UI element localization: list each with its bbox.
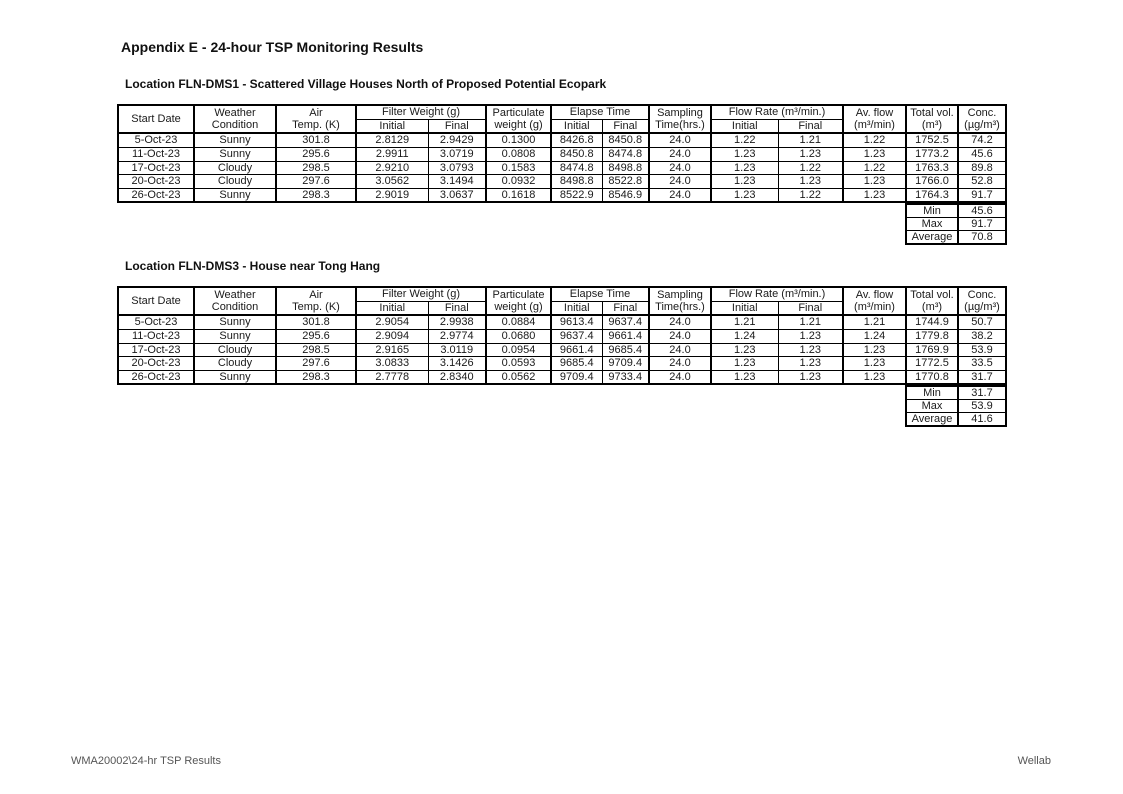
table-cell: 91.7 <box>958 188 1006 202</box>
table-cell: 8522.9 <box>551 188 602 202</box>
table-cell: Sunny <box>194 329 276 343</box>
table-body-2 <box>118 315 1006 384</box>
table-cell: 9709.4 <box>602 357 649 371</box>
table-cell: 8450.8 <box>551 147 602 161</box>
subcol-final: Final <box>778 301 843 315</box>
table-cell: 0.0932 <box>486 175 551 189</box>
table-cell: 1.23 <box>843 175 906 189</box>
page-title: Appendix E - 24-hour TSP Monitoring Results <box>121 39 424 55</box>
table-cell: 1.24 <box>711 329 778 343</box>
table-cell: Cloudy <box>194 175 276 189</box>
footer-company-name: Wellab <box>1017 755 1051 767</box>
table-cell: 8426.8 <box>551 133 602 147</box>
table-row <box>118 188 1006 202</box>
location-heading-2: Location FLN-DMS3 - House near Tong Hang <box>125 259 381 273</box>
table-cell: 26-Oct-23 <box>118 188 194 202</box>
table-row <box>118 329 1006 343</box>
table-cell: 1744.9 <box>906 315 958 329</box>
table-cell: 3.0793 <box>428 161 486 175</box>
summary-max-label: Max <box>906 218 958 231</box>
subcol-final: Final <box>428 119 486 133</box>
table-cell: 297.6 <box>276 175 356 189</box>
table-cell: 24.0 <box>649 188 711 202</box>
table-cell: 1.22 <box>843 133 906 147</box>
summary-row <box>906 413 1006 427</box>
summary-min-value: 31.7 <box>958 386 1006 400</box>
colgroup-elapse-time: Elapse Time <box>551 105 649 119</box>
table-cell: 1.23 <box>711 161 778 175</box>
summary-avg-label: Average <box>906 231 958 245</box>
table-cell: 1764.3 <box>906 188 958 202</box>
table-cell: 298.5 <box>276 161 356 175</box>
table-cell: 24.0 <box>649 315 711 329</box>
subcol-initial: Initial <box>356 119 428 133</box>
table-header <box>118 287 1006 315</box>
table-row <box>118 175 1006 189</box>
table-cell: 295.6 <box>276 147 356 161</box>
table-cell: 26-Oct-23 <box>118 370 194 384</box>
subcol-final: Final <box>428 301 486 315</box>
table-cell: 301.8 <box>276 133 356 147</box>
table-cell: 0.0954 <box>486 343 551 357</box>
table-cell: 1.22 <box>778 161 843 175</box>
table-cell: 89.8 <box>958 161 1006 175</box>
summary-min-label: Min <box>906 386 958 400</box>
table-cell: 1.23 <box>843 188 906 202</box>
table-cell: 53.9 <box>958 343 1006 357</box>
table-row <box>118 357 1006 371</box>
table-cell: 52.8 <box>958 175 1006 189</box>
colgroup-filter-weight: Filter Weight (g) <box>356 287 486 301</box>
table-cell: 1763.3 <box>906 161 958 175</box>
col-conc: Conc. (µg/m³) <box>958 105 1006 133</box>
table-cell: 1.24 <box>843 329 906 343</box>
table-cell: 9733.4 <box>602 370 649 384</box>
table-cell: 17-Oct-23 <box>118 161 194 175</box>
col-sampling-time: Sampling Time(hrs.) <box>649 287 711 315</box>
summary-min-value: 45.6 <box>958 204 1006 218</box>
col-sampling-time: Sampling Time(hrs.) <box>649 105 711 133</box>
table-cell: Cloudy <box>194 161 276 175</box>
table-cell: 0.0808 <box>486 147 551 161</box>
table-cell: 1766.0 <box>906 175 958 189</box>
subcol-initial: Initial <box>551 301 602 315</box>
table-cell: 11-Oct-23 <box>118 147 194 161</box>
table-cell: 38.2 <box>958 329 1006 343</box>
table-cell: 1.23 <box>711 370 778 384</box>
table-cell: 1.21 <box>711 315 778 329</box>
subcol-initial: Initial <box>711 301 778 315</box>
table-cell: 1.21 <box>778 133 843 147</box>
table-cell: 11-Oct-23 <box>118 329 194 343</box>
summary-max-value: 53.9 <box>958 400 1006 413</box>
table-cell: 9637.4 <box>551 329 602 343</box>
table-cell: 9685.4 <box>602 343 649 357</box>
table-cell: 20-Oct-23 <box>118 357 194 371</box>
table-cell: 8522.8 <box>602 175 649 189</box>
table-cell: 1.23 <box>778 357 843 371</box>
table-cell: 5-Oct-23 <box>118 315 194 329</box>
table-cell: 1779.8 <box>906 329 958 343</box>
monitoring-table-2 <box>117 286 1007 385</box>
table-cell: 8546.9 <box>602 188 649 202</box>
col-total-vol: Total vol. (m³) <box>906 105 958 133</box>
table-cell: 17-Oct-23 <box>118 343 194 357</box>
table-cell: 1773.2 <box>906 147 958 161</box>
table-cell: 1.23 <box>778 147 843 161</box>
summary-min-label: Min <box>906 204 958 218</box>
table-cell: 1.23 <box>843 357 906 371</box>
table-cell: 8450.8 <box>602 133 649 147</box>
col-conc: Conc. (µg/m³) <box>958 287 1006 315</box>
col-av-flow: Av. flow (m³/min) <box>843 105 906 133</box>
table-cell: 2.9429 <box>428 133 486 147</box>
table-cell: 1.23 <box>711 357 778 371</box>
table-cell: 1.23 <box>711 175 778 189</box>
table-cell: 0.1300 <box>486 133 551 147</box>
table-cell: 24.0 <box>649 343 711 357</box>
table-cell: Sunny <box>194 370 276 384</box>
table-cell: 298.5 <box>276 343 356 357</box>
table-cell: 1772.5 <box>906 357 958 371</box>
table-cell: 3.1494 <box>428 175 486 189</box>
table-cell: 1.23 <box>778 370 843 384</box>
col-air-temp: Air Temp. (K) <box>276 105 356 133</box>
table-cell: 298.3 <box>276 370 356 384</box>
table-cell: 24.0 <box>649 147 711 161</box>
table-cell: 74.2 <box>958 133 1006 147</box>
table-cell: 0.0884 <box>486 315 551 329</box>
table-cell: 297.6 <box>276 357 356 371</box>
table-cell: 9709.4 <box>551 370 602 384</box>
table-cell: 0.1583 <box>486 161 551 175</box>
summary-max-label: Max <box>906 400 958 413</box>
summary-row <box>906 218 1006 231</box>
summary-row <box>906 231 1006 245</box>
table-header <box>118 105 1006 133</box>
table-cell: 295.6 <box>276 329 356 343</box>
table-cell: Sunny <box>194 315 276 329</box>
table-cell: 2.8129 <box>356 133 428 147</box>
summary-row <box>906 386 1006 400</box>
location-heading-1: Location FLN-DMS1 - Scattered Village Houses North of Proposed Potential Ecopark <box>125 77 607 91</box>
col-particulate-weight: Particulate weight (g) <box>486 105 551 133</box>
summary-avg-value: 70.8 <box>958 231 1006 245</box>
subcol-final: Final <box>778 119 843 133</box>
col-av-flow: Av. flow (m³/min) <box>843 287 906 315</box>
col-total-vol: Total vol. (m³) <box>906 287 958 315</box>
table-cell: 45.6 <box>958 147 1006 161</box>
table-cell: 1.23 <box>843 147 906 161</box>
table-cell: 2.9165 <box>356 343 428 357</box>
table-cell: 1.23 <box>711 343 778 357</box>
table-cell: 5-Oct-23 <box>118 133 194 147</box>
table-cell: 0.0593 <box>486 357 551 371</box>
summary-row <box>906 400 1006 413</box>
table-row <box>118 343 1006 357</box>
subcol-initial: Initial <box>551 119 602 133</box>
table-row <box>118 161 1006 175</box>
summary-table-2 <box>905 385 1007 427</box>
table-cell: 3.0719 <box>428 147 486 161</box>
table-cell: 8498.8 <box>602 161 649 175</box>
table-cell: 3.0562 <box>356 175 428 189</box>
table-cell: 9661.4 <box>551 343 602 357</box>
table-row <box>118 370 1006 384</box>
table-cell: Cloudy <box>194 343 276 357</box>
subcol-final: Final <box>602 119 649 133</box>
colgroup-flow-rate: Flow Rate (m³/min.) <box>711 287 843 301</box>
col-weather-condition: Weather Condition <box>194 287 276 315</box>
table-cell: 1.22 <box>778 188 843 202</box>
table-cell: 9685.4 <box>551 357 602 371</box>
colgroup-elapse-time: Elapse Time <box>551 287 649 301</box>
col-start-date: Start Date <box>118 287 194 315</box>
table-cell: 3.1426 <box>428 357 486 371</box>
colgroup-filter-weight: Filter Weight (g) <box>356 105 486 119</box>
col-particulate-weight: Particulate weight (g) <box>486 287 551 315</box>
table-cell: 24.0 <box>649 329 711 343</box>
table-cell: 2.9019 <box>356 188 428 202</box>
table-cell: 24.0 <box>649 133 711 147</box>
table-cell: Cloudy <box>194 357 276 371</box>
table-cell: 3.0833 <box>356 357 428 371</box>
table-cell: 1769.9 <box>906 343 958 357</box>
table-cell: 8498.8 <box>551 175 602 189</box>
table-cell: 2.7778 <box>356 370 428 384</box>
summary-table-1 <box>905 203 1007 245</box>
table-cell: 24.0 <box>649 175 711 189</box>
summary-avg-value: 41.6 <box>958 413 1006 427</box>
table-row <box>118 133 1006 147</box>
subcol-initial: Initial <box>356 301 428 315</box>
table-row <box>118 315 1006 329</box>
table-cell: 1.23 <box>778 329 843 343</box>
table-cell: 1.21 <box>778 315 843 329</box>
table-cell: 24.0 <box>649 370 711 384</box>
monitoring-table-1 <box>117 104 1007 203</box>
summary-row <box>906 204 1006 218</box>
table-cell: 33.5 <box>958 357 1006 371</box>
table-cell: 1752.5 <box>906 133 958 147</box>
table-cell: 0.1618 <box>486 188 551 202</box>
table-body-1 <box>118 133 1006 202</box>
table-cell: 20-Oct-23 <box>118 175 194 189</box>
table-cell: 2.9054 <box>356 315 428 329</box>
table-cell: 2.9938 <box>428 315 486 329</box>
table-cell: 31.7 <box>958 370 1006 384</box>
table-cell: 2.9911 <box>356 147 428 161</box>
table-cell: 1770.8 <box>906 370 958 384</box>
table-cell: Sunny <box>194 147 276 161</box>
col-air-temp: Air Temp. (K) <box>276 287 356 315</box>
table-cell: 1.22 <box>843 161 906 175</box>
table-cell: 2.9094 <box>356 329 428 343</box>
table-cell: Sunny <box>194 133 276 147</box>
table-cell: 9613.4 <box>551 315 602 329</box>
subcol-final: Final <box>602 301 649 315</box>
table-cell: 50.7 <box>958 315 1006 329</box>
subcol-initial: Initial <box>711 119 778 133</box>
table-cell: 1.22 <box>711 133 778 147</box>
table-cell: 1.23 <box>843 370 906 384</box>
table-cell: 1.23 <box>843 343 906 357</box>
summary-max-value: 91.7 <box>958 218 1006 231</box>
table-cell: 0.0562 <box>486 370 551 384</box>
col-weather-condition: Weather Condition <box>194 105 276 133</box>
table-row <box>118 147 1006 161</box>
table-cell: 1.23 <box>711 188 778 202</box>
table-cell: 1.23 <box>711 147 778 161</box>
table-cell: 24.0 <box>649 357 711 371</box>
colgroup-flow-rate: Flow Rate (m³/min.) <box>711 105 843 119</box>
table-cell: 8474.8 <box>551 161 602 175</box>
summary-avg-label: Average <box>906 413 958 427</box>
table-cell: 2.9774 <box>428 329 486 343</box>
table-cell: 24.0 <box>649 161 711 175</box>
table-cell: 301.8 <box>276 315 356 329</box>
table-cell: 1.23 <box>778 175 843 189</box>
table-cell: Sunny <box>194 188 276 202</box>
table-cell: 1.23 <box>778 343 843 357</box>
table-cell: 0.0680 <box>486 329 551 343</box>
table-cell: 2.9210 <box>356 161 428 175</box>
table-cell: 1.21 <box>843 315 906 329</box>
table-cell: 3.0637 <box>428 188 486 202</box>
table-cell: 8474.8 <box>602 147 649 161</box>
table-cell: 298.3 <box>276 188 356 202</box>
table-cell: 9661.4 <box>602 329 649 343</box>
footer-file-reference: WMA20002\24-hr TSP Results <box>71 755 221 767</box>
table-cell: 2.8340 <box>428 370 486 384</box>
table-cell: 3.0119 <box>428 343 486 357</box>
table-cell: 9637.4 <box>602 315 649 329</box>
col-start-date: Start Date <box>118 105 194 133</box>
